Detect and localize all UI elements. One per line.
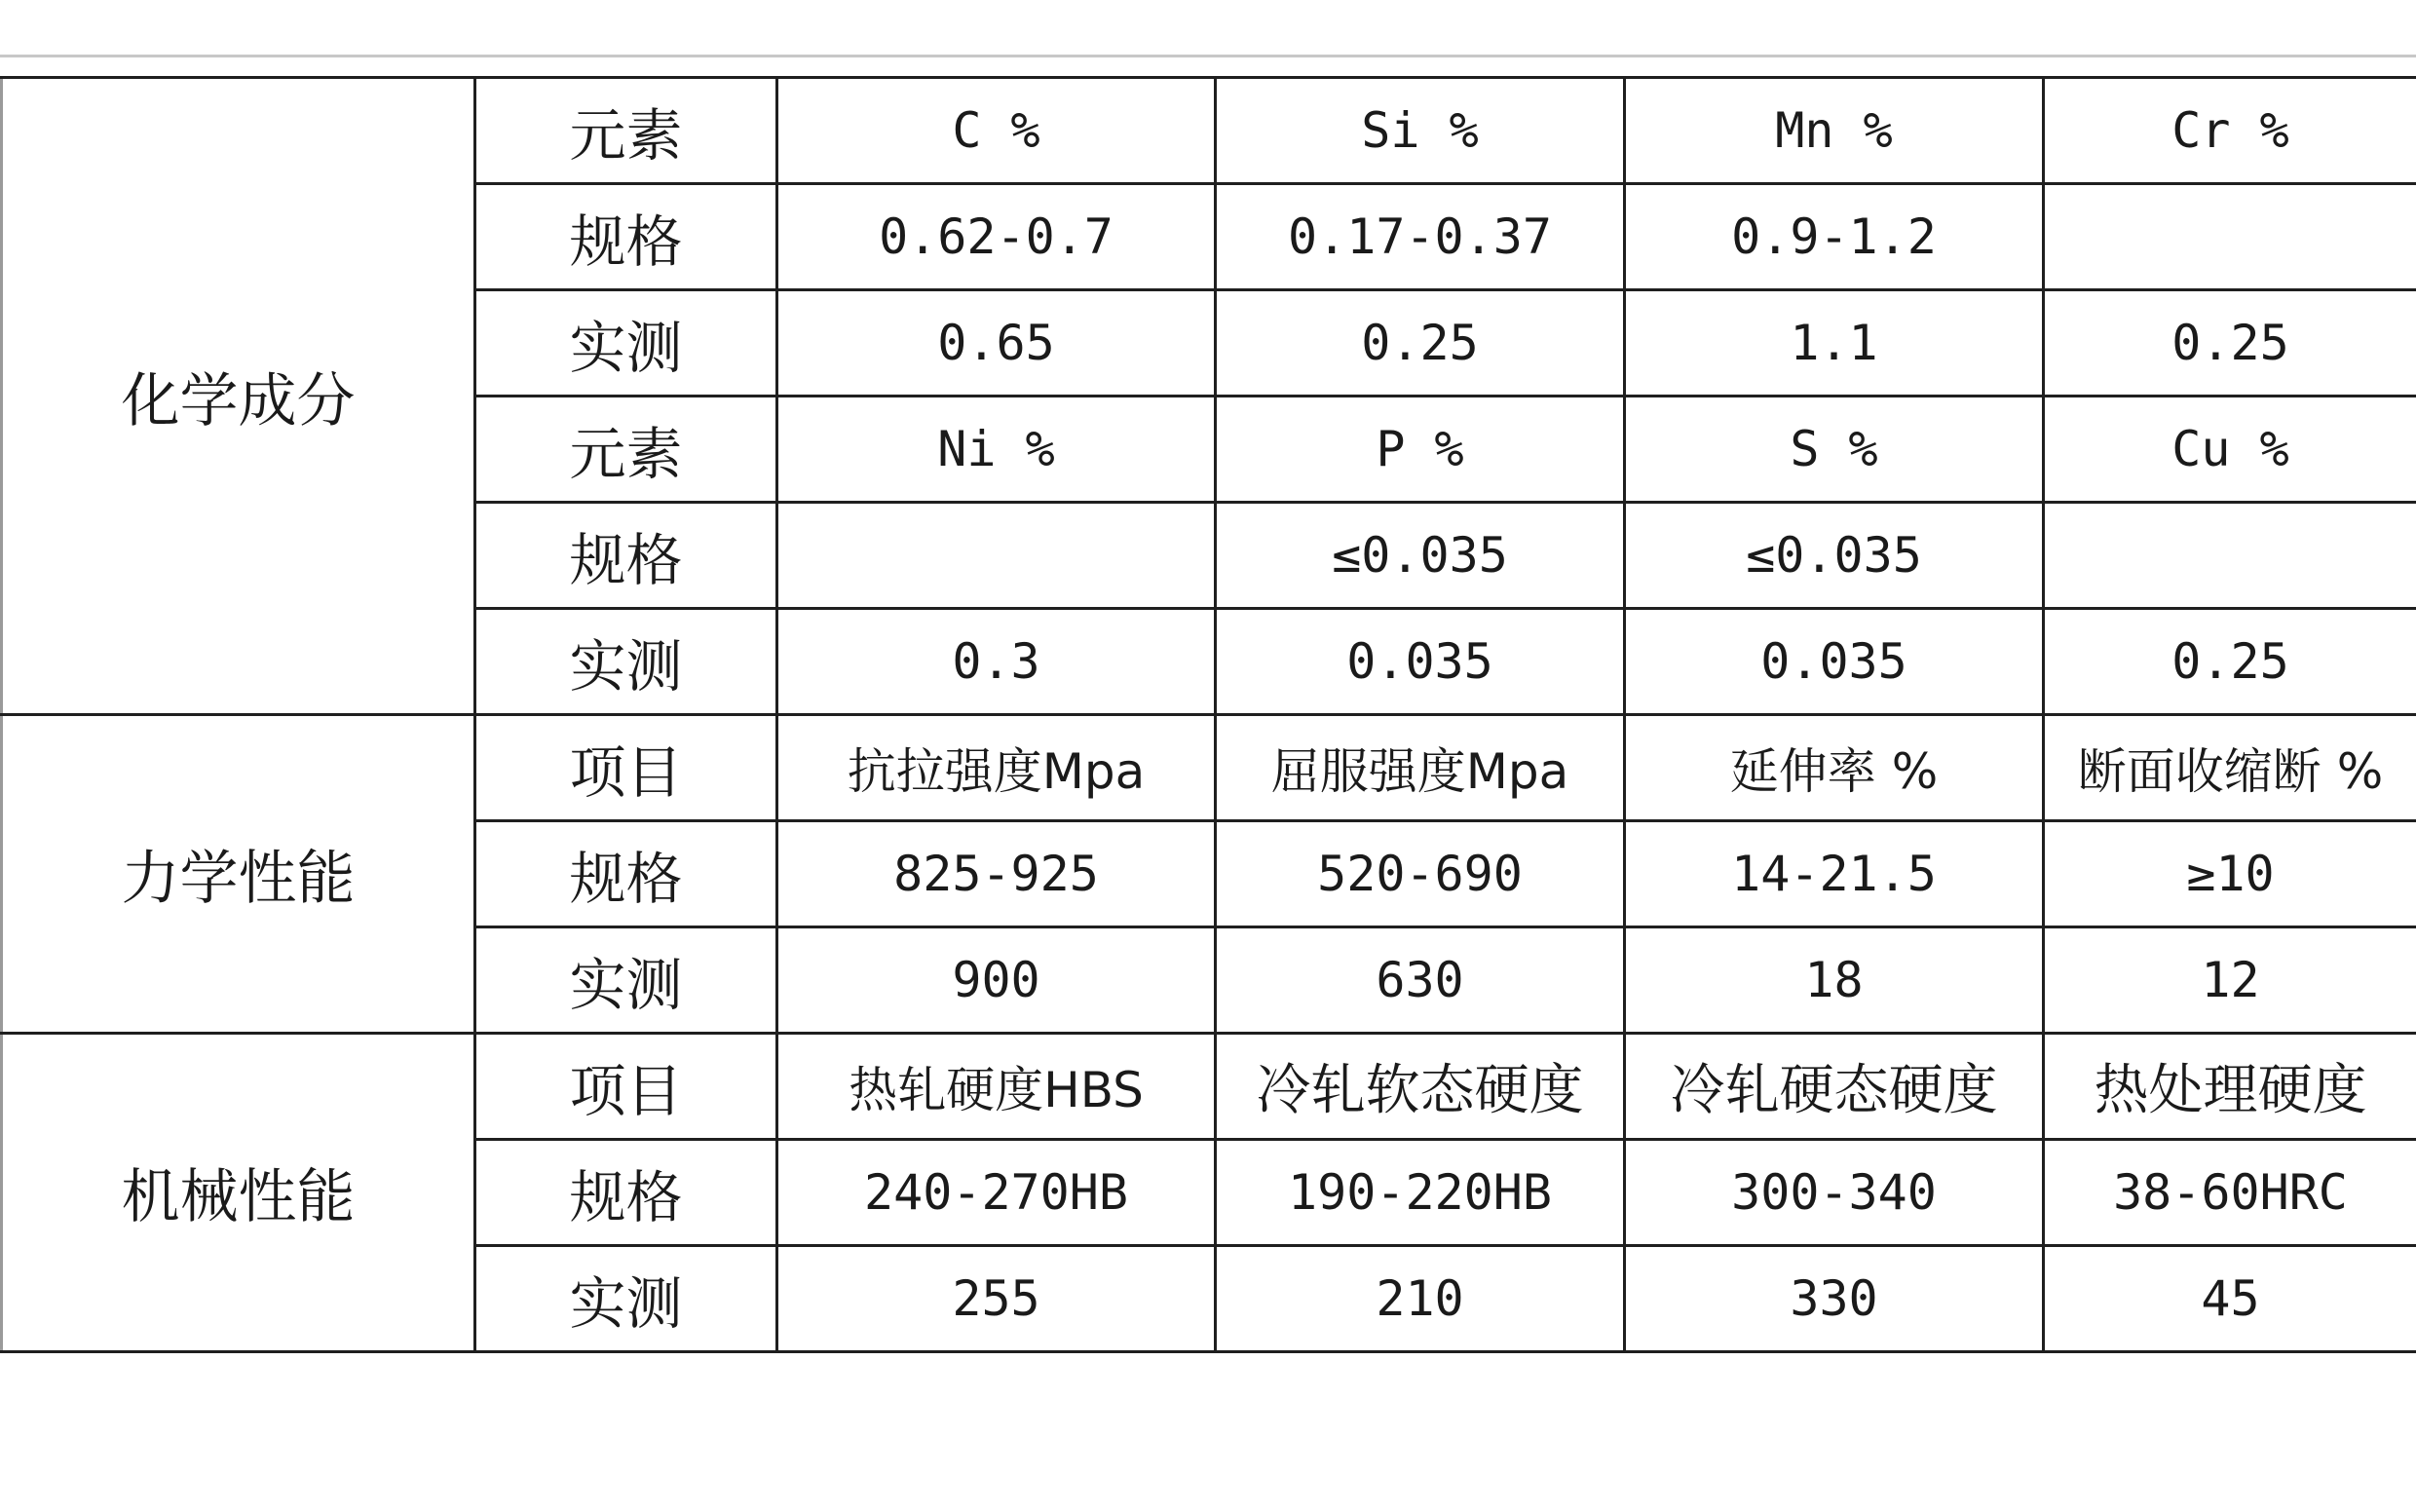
table-cell: 冷轧硬态硬度	[1625, 1034, 2044, 1140]
row-label: 实测	[475, 1246, 777, 1352]
row-label: 规格	[475, 503, 777, 609]
table-cell: 热轧硬度HBS	[777, 1034, 1216, 1140]
table-cell: 0.035	[1216, 609, 1625, 715]
row-label: 项目	[475, 715, 777, 821]
table-cell: 0.25	[1216, 290, 1625, 397]
table-row	[2, 78, 2416, 184]
row-label: 规格	[475, 821, 777, 927]
section-title-chemical: 化学成分	[2, 78, 475, 715]
table-row	[2, 715, 2416, 821]
table-cell: 热处理硬度	[2044, 1034, 2416, 1140]
table-cell	[2044, 184, 2416, 290]
table-cell: Ni %	[777, 397, 1216, 503]
table-row	[2, 1034, 2416, 1140]
table-cell: C %	[777, 78, 1216, 184]
table-cell: 45	[2044, 1246, 2416, 1352]
table-cell: Cr %	[2044, 78, 2416, 184]
material-spec-table	[0, 76, 2416, 1353]
table-cell: 900	[777, 927, 1216, 1034]
table-cell: 330	[1625, 1246, 2044, 1352]
table-cell: 0.25	[2044, 609, 2416, 715]
table-cell: 38-60HRC	[2044, 1140, 2416, 1246]
table-cell: ≤0.035	[1625, 503, 2044, 609]
table-cell: 断面收缩断 %	[2044, 715, 2416, 821]
table-cell	[777, 503, 1216, 609]
table-cell: S %	[1625, 397, 2044, 503]
top-rule	[0, 55, 2416, 57]
row-label: 规格	[475, 184, 777, 290]
table-cell: 冷轧软态硬度	[1216, 1034, 1625, 1140]
table-cell: 0.9-1.2	[1625, 184, 2044, 290]
table-cell: 300-340	[1625, 1140, 2044, 1246]
table-cell: 190-220HB	[1216, 1140, 1625, 1246]
table-cell: 0.62-0.7	[777, 184, 1216, 290]
table-cell	[2044, 503, 2416, 609]
table-cell: 0.3	[777, 609, 1216, 715]
row-label: 规格	[475, 1140, 777, 1246]
table-cell: 0.25	[2044, 290, 2416, 397]
row-label: 元素	[475, 78, 777, 184]
table-cell: 240-270HB	[777, 1140, 1216, 1246]
table-cell: 825-925	[777, 821, 1216, 927]
table-cell: 0.17-0.37	[1216, 184, 1625, 290]
table-cell: 255	[777, 1246, 1216, 1352]
section-title-machinery-properties: 机械性能	[2, 1034, 475, 1352]
table-cell: 1.1	[1625, 290, 2044, 397]
table-cell: P %	[1216, 397, 1625, 503]
table-cell: ≥10	[2044, 821, 2416, 927]
table-cell: 210	[1216, 1246, 1625, 1352]
row-label: 元素	[475, 397, 777, 503]
table-cell: Mn %	[1625, 78, 2044, 184]
table-cell: 630	[1216, 927, 1625, 1034]
table-cell: 屈服强度Mpa	[1216, 715, 1625, 821]
table-cell: 0.65	[777, 290, 1216, 397]
table-cell: 延伸率 %	[1625, 715, 2044, 821]
table-cell: 0.035	[1625, 609, 2044, 715]
row-label: 实测	[475, 927, 777, 1034]
row-label: 项目	[475, 1034, 777, 1140]
row-label: 实测	[475, 609, 777, 715]
row-label: 实测	[475, 290, 777, 397]
section-title-mechanical-properties: 力学性能	[2, 715, 475, 1034]
table-cell: Cu %	[2044, 397, 2416, 503]
table-cell: 12	[2044, 927, 2416, 1034]
table-cell: 18	[1625, 927, 2044, 1034]
table-cell: 抗拉强度Mpa	[777, 715, 1216, 821]
table-cell: ≤0.035	[1216, 503, 1625, 609]
table-cell: 520-690	[1216, 821, 1625, 927]
table-cell: Si %	[1216, 78, 1625, 184]
table-cell: 14-21.5	[1625, 821, 2044, 927]
